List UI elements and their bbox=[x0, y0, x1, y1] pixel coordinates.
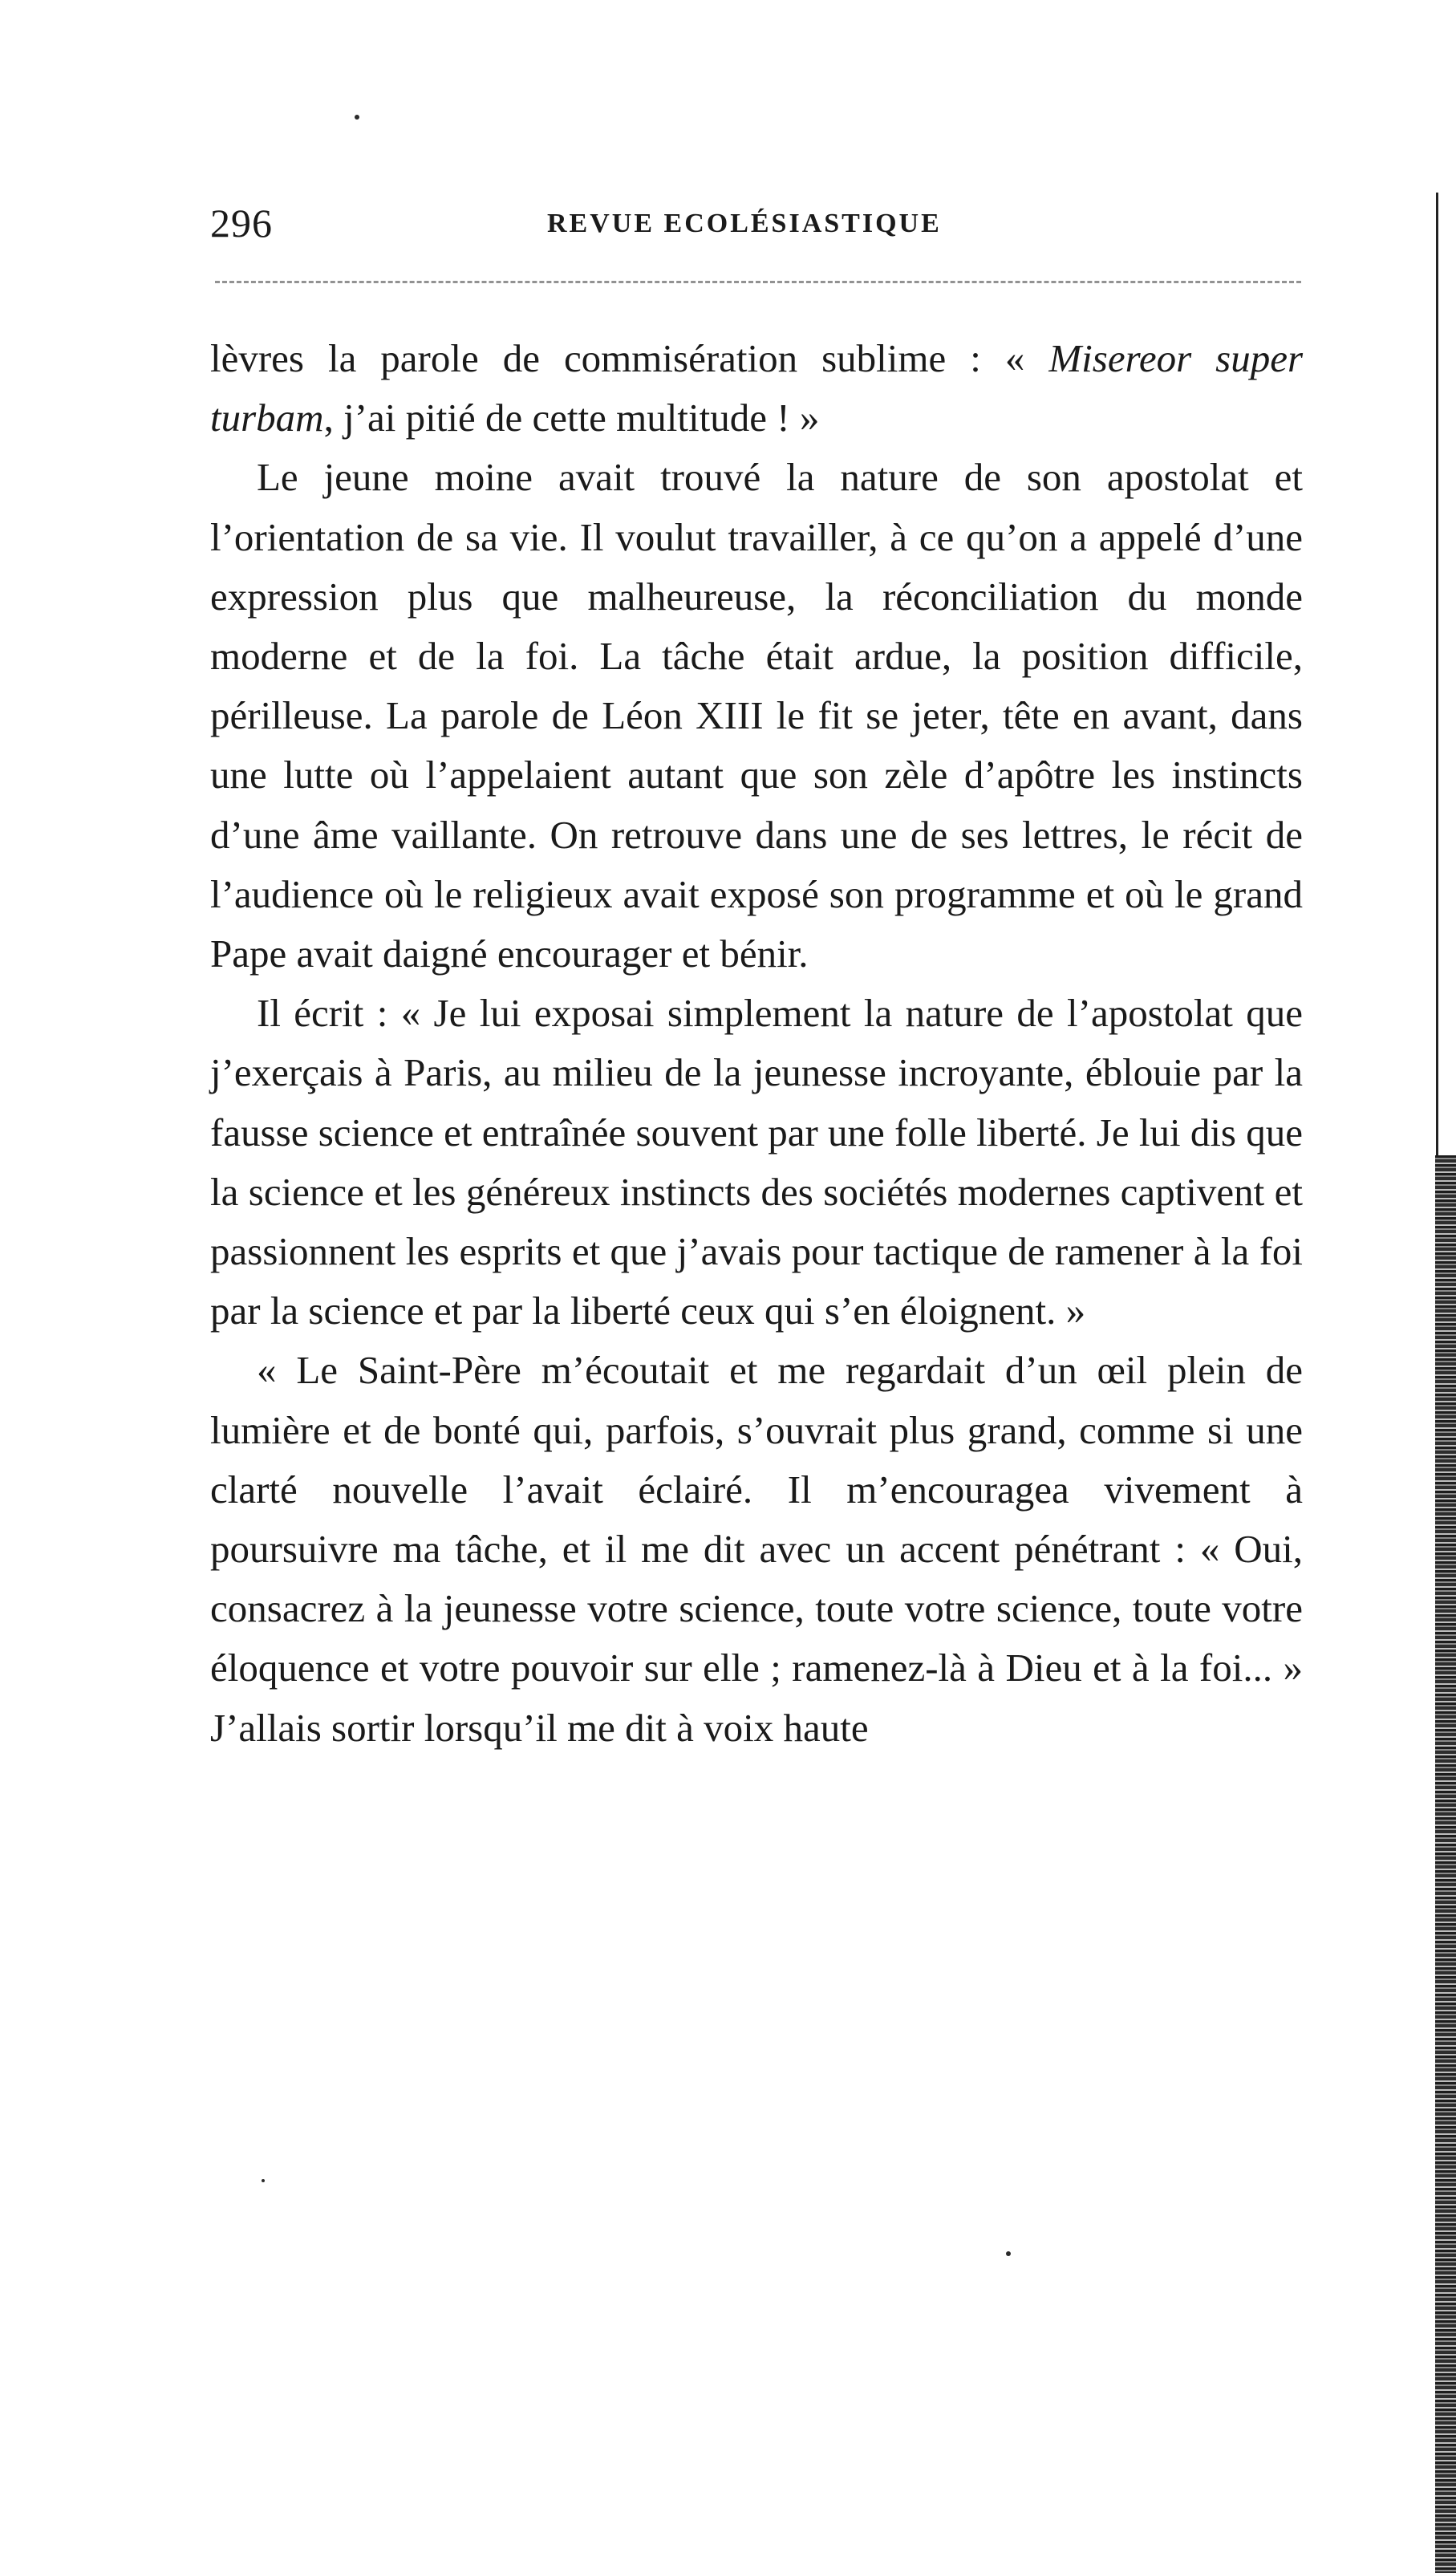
scan-speck bbox=[262, 2179, 265, 2182]
page-header bbox=[210, 191, 1301, 255]
scanned-page-edge bbox=[1424, 0, 1456, 2573]
running-head: REVUE ECOLÉSIASTIQUE bbox=[547, 209, 942, 238]
paragraph-1 bbox=[210, 329, 1303, 448]
scan-speck bbox=[355, 115, 359, 120]
paragraph-4: « Le Saint-Père m’écoutait et me regardait d’un œil plein de lumière et de bonté qui, parfois, s’ouvrait plus grand, comme si une clarté nouvelle l’avait éclairé. Il m’encouragea vivement à poursuivre ma tâche, et il me dit avec un accent pénétrant : « Oui, consacrez à la jeunesse votre science, toute votre science, toute votre éloquence et votre pouvoir sur elle ; ramenez-là à Dieu et à la foi... » J’allais sortir lorsqu’il me dit à voix haute bbox=[210, 1348, 1303, 1750]
page-edge-texture bbox=[1435, 1155, 1456, 2573]
latin-quote: Misereor super turbam bbox=[210, 336, 1304, 440]
header-rule bbox=[215, 281, 1301, 283]
body-text bbox=[210, 329, 1303, 1758]
paragraph-3: Il écrit : « Je lui exposai simplement la nature de l’apostolat que j’exerçais à Paris, au milieu de la jeunesse incroyante, éblouie par la fausse science et entraînée souvent par une folle liberté. Je lui dis que la science et les généreux instincts des sociétés modernes captivent et passionnent les esprits et que j’avais pour tactique de ramener à la foi par la science et par la liberté ceux qui s’en éloignent. » bbox=[210, 991, 1303, 1333]
scan-speck bbox=[1006, 2251, 1011, 2256]
paragraph-1-text-after: , j’ai pitié de cette multitude ! » bbox=[323, 396, 820, 440]
paragraph-2: Le jeune moine avait trouvé la nature de son apostolat et l’orientation de sa vie. Il voulut travailler, à ce qu’on a appelé d’une expression plus que malheureuse, la réconciliation du monde moderne et de la foi. La tâche était ardue, la position difficile, périlleuse. La parole de Léon XIII le fit se jeter, tête en avant, dans une lutte où l’appelaient autant que son zèle d’apôtre les instincts d’une âme vaillante. On retrouve dans une de ses lettres, le récit de l’audience où le religieux avait exposé son programme et où le grand Pape avait daigné encourager et bénir. bbox=[210, 455, 1303, 976]
page-number: 296 bbox=[210, 201, 273, 246]
paragraph-1-text-before: lèvres la parole de commisération sublime : « bbox=[210, 336, 1049, 380]
